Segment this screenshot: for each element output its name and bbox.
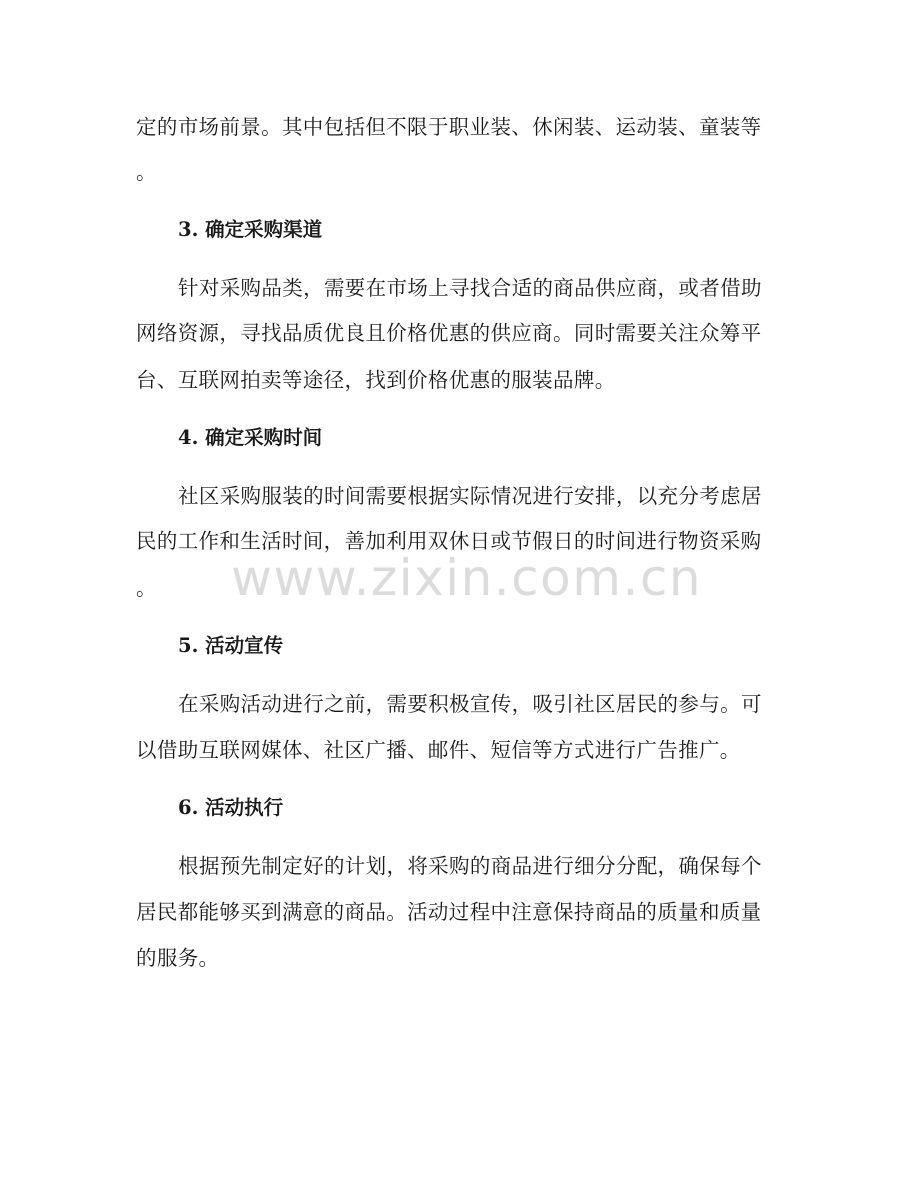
section-heading: 5. 活动宣传 (178, 634, 284, 657)
paragraph-line: 的服务。 (136, 946, 220, 970)
paragraph-line: 民的工作和生活时间，善加利用双休日或节假日的时间进行物资采购 (136, 529, 762, 553)
section-heading: 4. 确定采购时间 (178, 426, 323, 449)
paragraph-line: 在采购活动进行之前，需要积极宣传，吸引社区居民的参与。可 (178, 692, 762, 716)
paragraph-line: 台、互联网拍卖等途径，找到价格优惠的服装品牌。 (136, 368, 616, 392)
section-heading: 3. 确定采购渠道 (178, 218, 323, 241)
paragraph-line: 根据预先制定好的计划，将采购的商品进行细分分配，确保每个 (178, 854, 762, 878)
paragraph-line: 针对采购品类，需要在市场上寻找合适的商品供应商，或者借助 (178, 276, 762, 300)
paragraph-line: 社区采购服装的时间需要根据实际情况进行安排，以充分考虑居 (178, 484, 762, 508)
paragraph-line: 网络资源，寻找品质优良且价格优惠的供应商。同时需要关注众筹平 (136, 321, 762, 345)
paragraph-line: 定的市场前景。其中包括但不限于职业装、休闲装、运动装、童装等 (136, 115, 762, 139)
watermark-text: www.zixin.com.cn (231, 549, 703, 607)
section-heading: 6. 活动执行 (178, 796, 284, 819)
paragraph-line: 以借助互联网媒体、社区广播、邮件、短信等方式进行广告推广。 (136, 738, 741, 762)
paragraph-line: 。 (136, 576, 157, 600)
paragraph-line: 居民都能够买到满意的商品。活动过程中注意保持商品的质量和质量 (136, 900, 762, 924)
paragraph-line: 。 (136, 160, 157, 184)
